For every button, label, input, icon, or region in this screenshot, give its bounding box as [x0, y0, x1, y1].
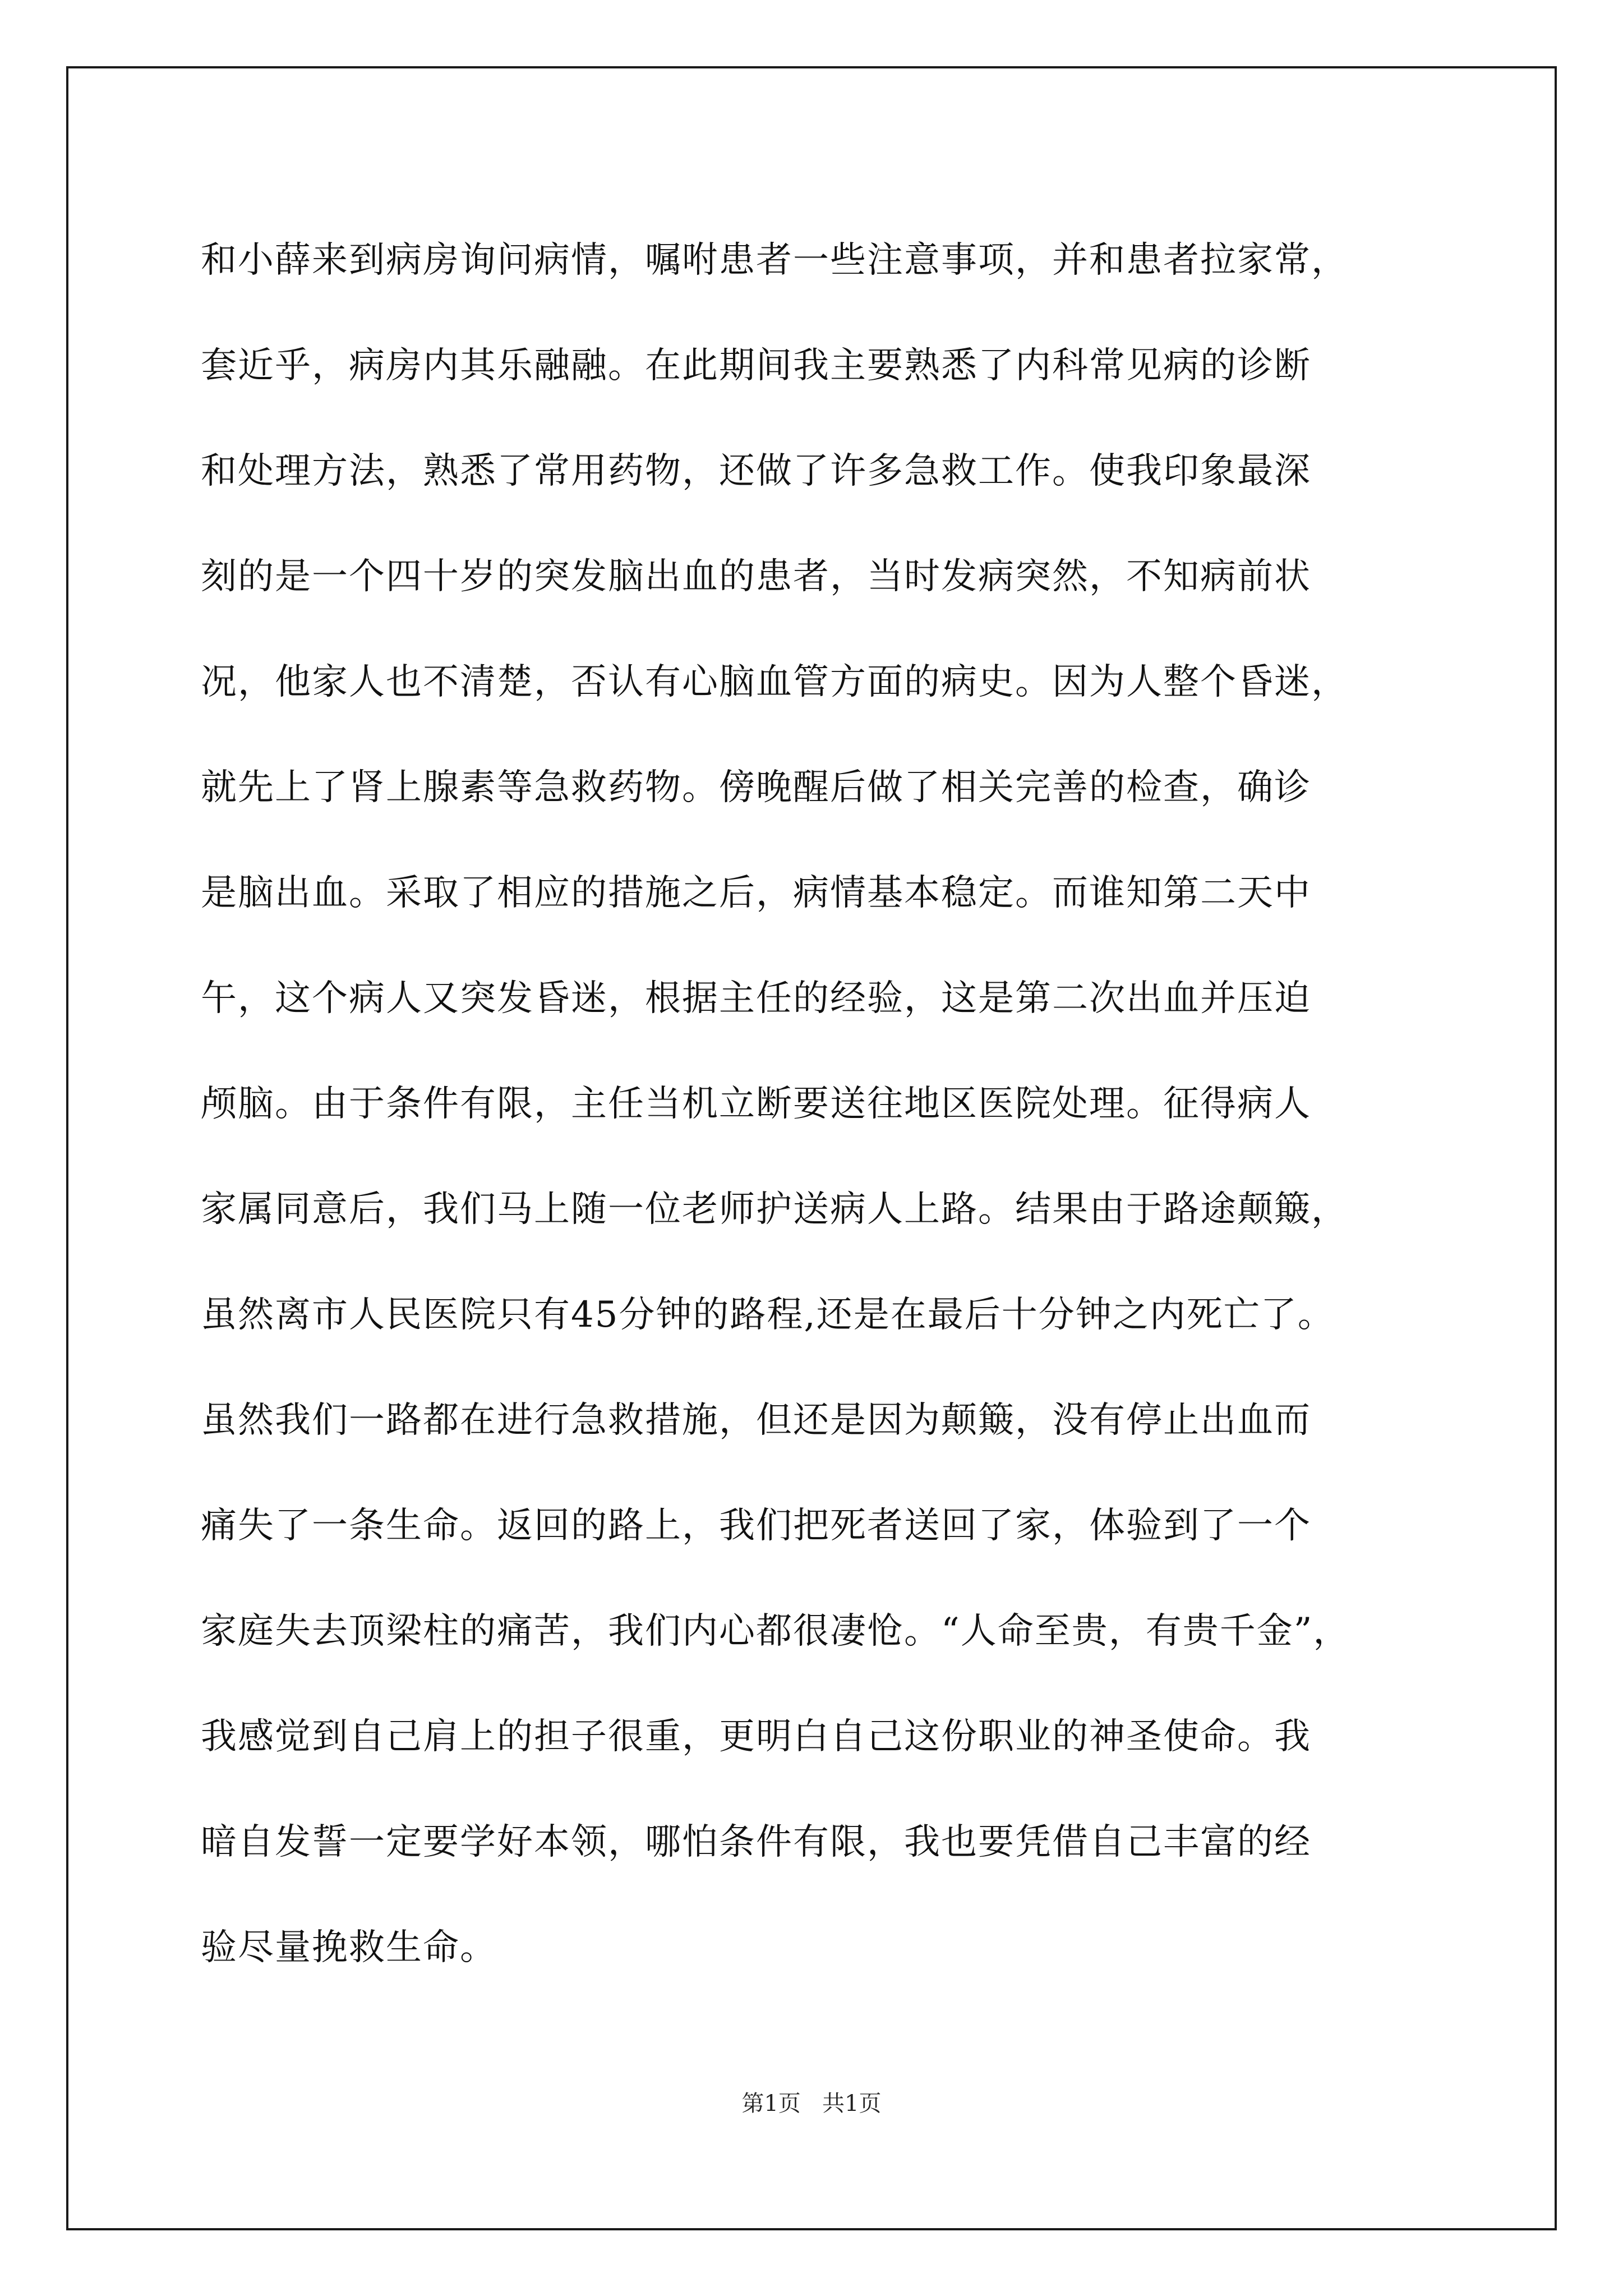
- text-line-14: 家庭失去顶梁柱的痛苦，我们内心都很凄怆。“人命至贵，有贵千金”，: [201, 1611, 1350, 1652]
- page-number-footer: 第1页 共1页: [741, 2091, 882, 2116]
- text-line-17: 验尽量挽救生命。: [201, 1927, 497, 1968]
- text-line-5: 况，他家人也不清楚，否认有心脑血管方面的病史。因为人整个昏迷，: [201, 661, 1348, 703]
- text-line-7: 是脑出血。采取了相应的措施之后，病情基本稳定。而谁知第二天中: [201, 872, 1311, 914]
- text-line-10: 家属同意后，我们马上随一位老师护送病人上路。结果由于路途颠簸，: [201, 1189, 1348, 1230]
- text-line-12: 虽然我们一路都在进行急救措施，但还是因为颠簸，没有停止出血而: [201, 1400, 1311, 1441]
- text-line-1: 和小薛来到病房询问病情，嘱咐患者一些注意事项，并和患者拉家常，: [201, 240, 1348, 281]
- text-line-16: 暗自发誓一定要学好本领，哪怕条件有限，我也要凭借自己丰富的经: [201, 1821, 1311, 1863]
- text-line-3: 和处理方法，熟悉了常用药物，还做了许多急救工作。使我印象最深: [201, 450, 1311, 492]
- text-line-13: 痛失了一条生命。返回的路上，我们把死者送回了家，体验到了一个: [201, 1505, 1311, 1547]
- text-line-2: 套近乎，病房内其乐融融。在此期间我主要熟悉了内科常见病的诊断: [201, 345, 1311, 386]
- text-line-4: 刻的是一个四十岁的突发脑出血的患者，当时发病突然，不知病前状: [201, 556, 1311, 597]
- text-line-15: 我感觉到自己肩上的担子很重，更明白自己这份职业的神圣使命。我: [201, 1716, 1311, 1757]
- body-text: [201, 208, 1491, 2000]
- text-line-6: 就先上了肾上腺素等急救药物。傍晚醒后做了相关完善的检查，确诊: [201, 767, 1311, 808]
- text-line-9: 颅脑。由于条件有限，主任当机立断要送往地区医院处理。征得病人: [201, 1083, 1311, 1125]
- text-line-11: 虽然离市人民医院只有45分钟的路程,还是在最后十分钟之内死亡了。: [201, 1294, 1335, 1336]
- text-line-8: 午，这个病人又突发昏迷，根据主任的经验，这是第二次出血并压迫: [201, 978, 1311, 1019]
